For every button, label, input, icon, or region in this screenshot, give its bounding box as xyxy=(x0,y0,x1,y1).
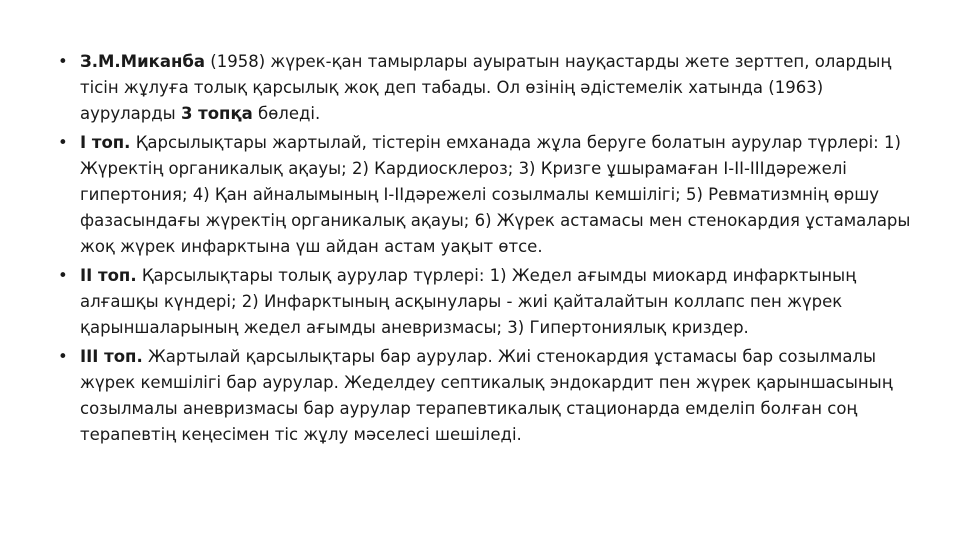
bullet-item-group-1 xyxy=(58,130,918,260)
bullet-text: (1958) жүрек-қан тамырлары ауыратын науқастарды жете зерттеп, олардың тісін жұлуға толық қарсылық жоқ деп табады. Ол өзінің әдістемелік хатында (1963) ауруларды xyxy=(80,52,892,123)
bullet-text: Жартылай қарсылықтары бар аурулар. Жиі стенокардия ұстамасы бар созылмалы жүрек кемшілігі бар аурулар. Жеделдеу септикалық эндокардит пен жүрек қарыншасының созылмалы аневризмасы бар аурулар терапевтикалық стационарда емделіп болған соң терапевтің кеңесімен тіс жұлу мәселесі шешіледі. xyxy=(80,347,893,444)
bullet-dot: • xyxy=(58,133,68,152)
bullet-dot: • xyxy=(58,52,68,71)
bullet-lead: І топ. xyxy=(80,133,131,152)
bullet-dot: • xyxy=(58,266,68,285)
bullet-dot: • xyxy=(58,347,68,366)
bullet-lead: З.М.Миканба xyxy=(80,52,206,71)
bullet-text: Қарсылықтары толық аурулар түрлері: 1) Жедел ағымды миокард инфарктының алғашқы күндері; 2) Инфарктының асқынулары - жиі қайталайтын коллапс пен жүрек қарыншаларының жедел ағымды аневризмасы; 3) Гипертониялық криздер. xyxy=(80,266,857,337)
bullet-bold-inline: 3 топқа xyxy=(180,104,253,123)
bullet-item-group-2 xyxy=(58,263,918,341)
bullet-item-group-3 xyxy=(58,344,918,448)
bullet-list xyxy=(58,49,918,451)
bullet-lead: ІІІ топ. xyxy=(80,347,143,366)
bullet-item-mikanba xyxy=(58,49,918,127)
bullet-text-end: бөледі. xyxy=(252,104,321,123)
bullet-lead: ІІ топ. xyxy=(80,266,137,285)
bullet-text: Қарсылықтары жартылай, тістерін емханада жұла беруге болатын аурулар түрлері: 1) Жүректің органикалық ақауы; 2) Кардиосклероз; 3) Кризге ұшырамаған І-ІІ-ІІІдәрежелі гипертония; 4) Қан айналымының І-ІІдәрежелі созылмалы кемшілігі; 5) Ревматизмнің өршу фазасындағы жүректің органикалық ақауы; 6) Жүрек астамасы мен стенокардия ұстамалары жоқ жүрек инфарктына үш айдан астам уақыт өтсе. xyxy=(80,133,911,256)
